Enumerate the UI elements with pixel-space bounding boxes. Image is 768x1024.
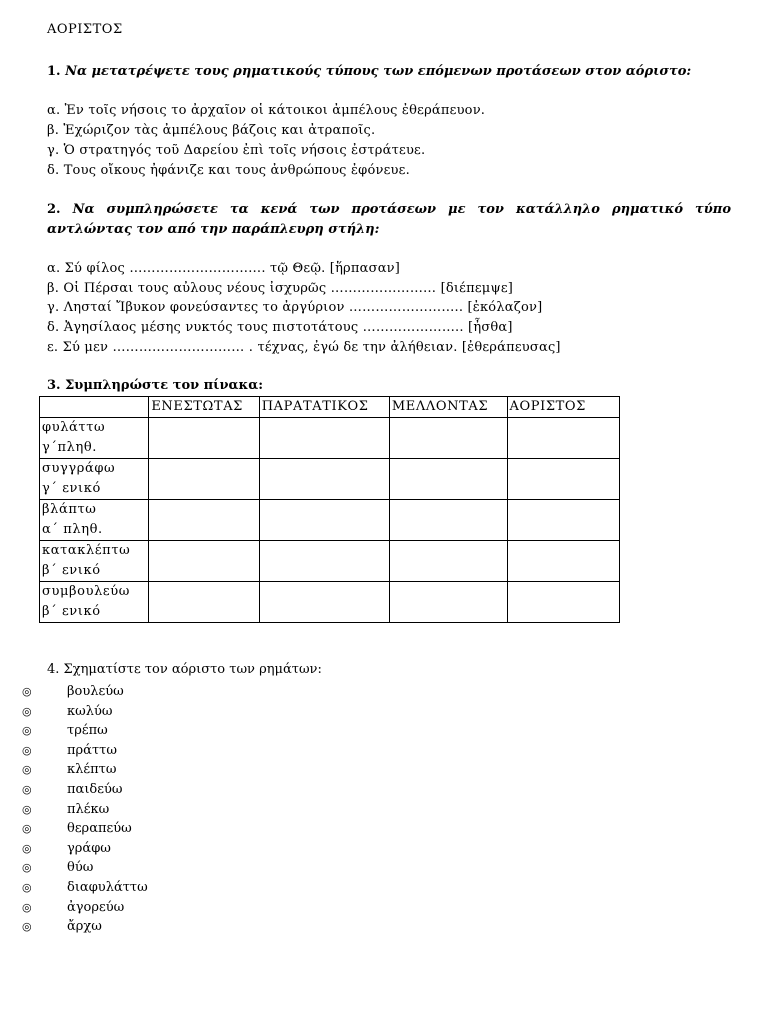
section-2-sentence-d: δ. Ἀγησίλαος μέσης νυκτός τους πιστοτάτους ………………….. [ἦσθα] xyxy=(47,320,513,335)
conjugation-table xyxy=(39,396,620,623)
verb-label: θεραπεύω xyxy=(67,821,132,837)
bullet-icon: ◎ xyxy=(22,743,32,757)
table-cell-blank[interactable] xyxy=(507,582,619,623)
section-1-heading-text: Να μετατρέψετε τους ρηματικούς τύπους των επόμενων προτάσεων στον αόριστο: xyxy=(65,64,692,79)
section-2-number: 2. xyxy=(47,202,61,217)
table-row-label xyxy=(40,541,149,582)
verb-label: πλέκω xyxy=(67,801,110,817)
table-header-imperfect: ΠΑΡΑΤΑΤΙΚΟΣ xyxy=(259,397,389,418)
bullet-icon: ◎ xyxy=(22,822,32,836)
verb-label: γράφω xyxy=(67,840,111,856)
section-1-number: 1. xyxy=(47,64,61,79)
table-cell-blank[interactable] xyxy=(149,418,259,459)
row-person: β΄ ενικό xyxy=(42,604,101,619)
section-1-sentence-a: α. Ἐν τοῖς νήσοις το ἀρχαῖον οἱ κάτοικοι ἀμπέλους ἐθεράπευον. xyxy=(47,103,486,118)
verb-label: πράττω xyxy=(67,742,117,758)
table-cell-blank[interactable] xyxy=(259,500,389,541)
section-4-heading-text: Σχηματίστε τον αόριστο των ρημάτων: xyxy=(59,662,322,677)
table-header-empty xyxy=(40,397,149,418)
section-2-heading-text: Να συμπληρώσετε τα κενά των προτάσεων με τον κατάλληλο ρηματικό τύπο αντλώντας τον από την παράπλευρη στήλη: xyxy=(47,202,731,237)
section-1-sentence-d: δ. Τους οἴκους ἠφάνιζε και τους ἀνθρώπους ἐφόνευε. xyxy=(47,163,410,178)
bullet-icon: ◎ xyxy=(22,724,32,738)
table-cell-blank[interactable] xyxy=(259,541,389,582)
table-row xyxy=(40,582,620,623)
section-3-heading xyxy=(47,378,263,393)
table-cell-blank[interactable] xyxy=(507,459,619,500)
verb-label: ἀγορεύω xyxy=(67,899,125,915)
table-row-label xyxy=(40,500,149,541)
verb-label: κλέπτω xyxy=(67,762,117,778)
bullet-icon: ◎ xyxy=(22,861,32,875)
section-4-heading xyxy=(47,662,322,677)
bullet-icon: ◎ xyxy=(22,802,32,816)
table-cell-blank[interactable] xyxy=(507,418,619,459)
section-4-number: 4. xyxy=(47,662,60,677)
row-person: α΄ πληθ. xyxy=(42,522,103,537)
bullet-icon: ◎ xyxy=(22,900,32,914)
section-1-sentence-b: β. Ἐχώριζον τὰς ἀμπέλους βάζοις και ἀτραποῖς. xyxy=(47,123,376,138)
table-cell-blank[interactable] xyxy=(149,459,259,500)
table-cell-blank[interactable] xyxy=(149,582,259,623)
row-verb: κατακλέπτω xyxy=(42,543,131,558)
row-verb: συμβουλεύω xyxy=(42,584,130,599)
table-cell-blank[interactable] xyxy=(259,582,389,623)
section-3-number: 3. xyxy=(47,378,61,393)
verb-label: διαφυλάττω xyxy=(67,879,148,895)
verb-label: βουλεύω xyxy=(67,684,124,699)
row-verb: συγγράφω xyxy=(42,461,116,476)
section-2-sentence-a: α. Σύ φίλος …………………………. τῷ Θεῷ. [ἥρπασαν] xyxy=(47,261,401,276)
table-row xyxy=(40,500,620,541)
table-cell-blank[interactable] xyxy=(389,418,507,459)
table-header-present: ΕΝΕΣΤΩΤΑΣ xyxy=(149,397,259,418)
table-cell-blank[interactable] xyxy=(389,541,507,582)
table-header-future: ΜΕΛΛΟΝΤΑΣ xyxy=(389,397,507,418)
table-header-aorist: ΑΟΡΙΣΤΟΣ xyxy=(507,397,619,418)
table-cell-blank[interactable] xyxy=(149,500,259,541)
section-1-heading xyxy=(47,64,691,79)
bullet-icon: ◎ xyxy=(22,782,32,796)
bullet-icon: ◎ xyxy=(22,841,32,855)
row-person: γ΄πληθ. xyxy=(42,440,98,455)
bullet-icon: ◎ xyxy=(22,920,32,934)
table-row xyxy=(40,459,620,500)
table-row-label xyxy=(40,459,149,500)
section-2-sentence-c: γ. Λησταί Ἴβυκον φονεύσαντες το ἀργύριον …………………….. [ἐκόλαζον] xyxy=(47,300,543,315)
section-2-heading xyxy=(47,200,731,240)
bullet-icon: ◎ xyxy=(22,685,32,698)
table-row xyxy=(40,418,620,459)
table-cell-blank[interactable] xyxy=(259,459,389,500)
row-verb: φυλάττω xyxy=(42,420,106,435)
bullet-icon: ◎ xyxy=(22,763,32,777)
section-3-heading-text: Συμπληρώστε τον πίνακα: xyxy=(65,378,264,393)
row-verb: βλάπτω xyxy=(42,502,97,517)
verb-label: κωλύω xyxy=(67,703,113,719)
verb-label: παιδεύω xyxy=(67,781,123,797)
table-cell-blank[interactable] xyxy=(389,500,507,541)
table-row xyxy=(40,541,620,582)
section-2-sentence-b: β. Οἱ Πέρσαι τους αὐλους νέους ἰσχυρῶς …………………… [διέπεμψε] xyxy=(47,281,514,296)
section-2-sentence-e: ε. Σύ μεν ………………………… . τέχνας, ἐγώ δε την ἀλήθειαν. [ἐθεράπευσας] xyxy=(47,340,561,355)
table-header-row xyxy=(40,397,620,418)
section-1-sentence-c: γ. Ὁ στρατηγός τοῦ Δαρείου ἐπὶ τοῖς νήσοις ἐστράτευε. xyxy=(47,143,426,158)
bullet-icon: ◎ xyxy=(22,704,32,718)
verb-label: θύω xyxy=(67,860,94,876)
table-cell-blank[interactable] xyxy=(507,541,619,582)
table-cell-blank[interactable] xyxy=(389,582,507,623)
row-person: γ΄ ενικό xyxy=(42,481,101,496)
verb-label: τρέπω xyxy=(67,723,108,739)
row-person: β΄ ενικό xyxy=(42,563,101,578)
table-row-label xyxy=(40,418,149,459)
document-title: ΑΟΡΙΣΤΟΣ xyxy=(47,22,123,37)
table-cell-blank[interactable] xyxy=(149,541,259,582)
verb-label: ἄρχω xyxy=(67,919,102,935)
bullet-icon: ◎ xyxy=(22,880,32,894)
table-cell-blank[interactable] xyxy=(259,418,389,459)
table-cell-blank[interactable] xyxy=(389,459,507,500)
table-cell-blank[interactable] xyxy=(507,500,619,541)
table-row-label xyxy=(40,582,149,623)
